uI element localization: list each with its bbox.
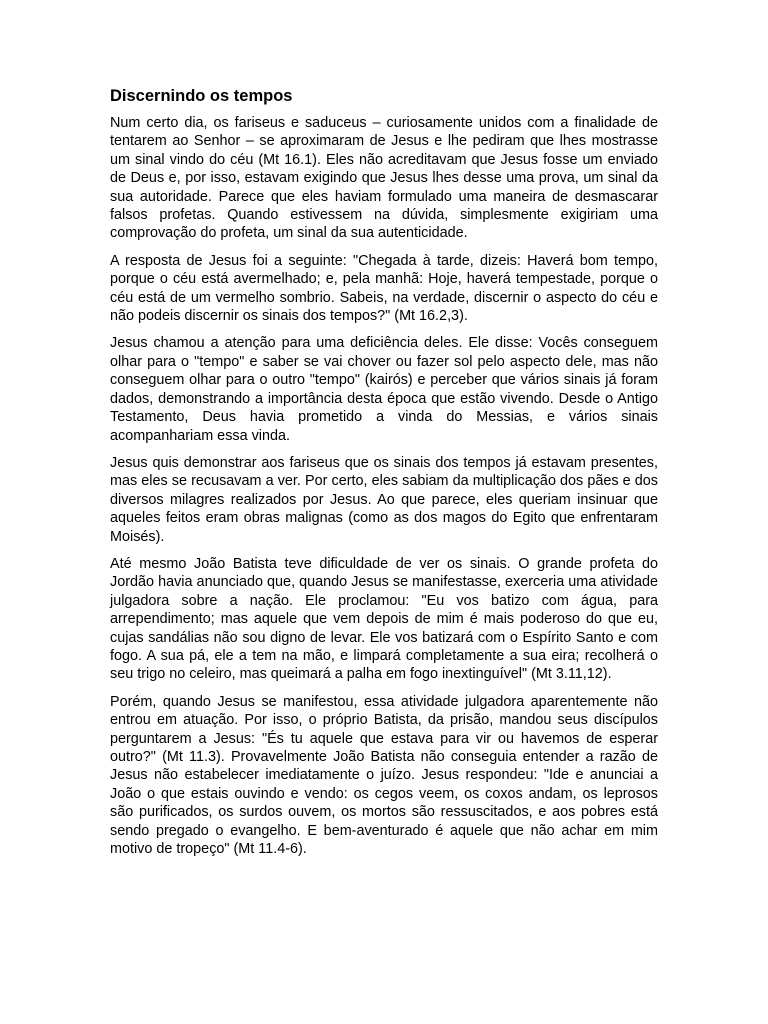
document-page [110, 86, 658, 867]
paragraph-5: Até mesmo João Batista teve dificuldade de ver os sinais. O grande profeta do Jordão havia anunciado que, quando Jesus se manifestasse, exerceria uma atividade julgadora sobre a nação. Ele proclamou: "Eu vos batizo com água, para arrependimento; mas aquele que vem depois de mim é mais poderoso do que eu, cujas sandálias não sou digno de levar. Ele vos batizará com o Espírito Santo e com fogo. A sua pá, ele a tem na mão, e limpará completamente a sua eira; recolherá o seu trigo no celeiro, mas queimará a palha em fogo inextinguível" (Mt 3.11,12). [110, 555, 658, 683]
document-title: Discernindo os tempos [110, 87, 293, 105]
paragraph-6: Porém, quando Jesus se manifestou, essa atividade julgadora aparentemente não entrou em atuação. Por isso, o próprio Batista, da prisão, mandou seus discípulos perguntarem a Jesus: "És tu aquele que estava para vir ou havemos de esperar outro?" (Mt 11.3). Provavelmente João Batista não conseguia entender a razão de Jesus não estabelecer imediatamente o juízo. Jesus respondeu: "Ide e anunciai a João o que estais ouvindo e vendo: os cegos veem, os coxos andam, os leprosos são purificados, os surdos ouvem, os mortos são ressuscitados, e aos pobres está sendo pregado o evangelho. E bem-aventurado é aquele que não achar em mim motivo de tropeço" (Mt 11.4-6). [110, 693, 658, 858]
paragraph-4: Jesus quis demonstrar aos fariseus que os sinais dos tempos já estavam presentes, mas eles se recusavam a ver. Por certo, eles sabiam da multiplicação dos pães e dos diversos milagres realizados por Jesus. Ao que parece, eles queriam insinuar que aqueles feitos eram obras malignas (como as dos magos do Egito que enfrentaram Moisés). [110, 454, 658, 545]
paragraph-1: Num certo dia, os fariseus e saduceus – curiosamente unidos com a finalidade de tentarem ao Senhor – se aproximaram de Jesus e lhe pediram que lhes mostrasse um sinal vindo do céu (Mt 16.1). Eles não acreditavam que Jesus fosse um enviado de Deus e, por isso, estavam exigindo que Jesus lhes desse uma prova, um sinal da sua autoridade. Parece que eles haviam formulado uma maneira de desmascarar falsos profetas. Quando estivessem na dúvida, simplesmente exigiriam uma comprovação do profeta, um sinal da sua autenticidade. [110, 115, 658, 242]
paragraph-3: Jesus chamou a atenção para uma deficiência deles. Ele disse: Vocês conseguem olhar para o "tempo" e saber se vai chover ou fazer sol pelo aspecto dele, mas não conseguem olhar para o outro "tempo" (kairós) e perceber que vários sinais já foram dados, demonstrando a importância desta época que estão vivendo. Desde o Antigo Testamento, Deus havia prometido a vinda do Messias, e vários sinais acompanhariam essa vinda. [110, 335, 658, 444]
paragraph-2: A resposta de Jesus foi a seguinte: "Chegada à tarde, dizeis: Haverá bom tempo, porque o céu está avermelhado; e, pela manhã: Hoje, haverá tempestade, porque o céu está de um vermelho sombrio. Sabeis, na verdade, discernir o aspecto do céu e não podeis discernir os sinais dos tempos?" (Mt 16.2,3). [110, 252, 658, 325]
